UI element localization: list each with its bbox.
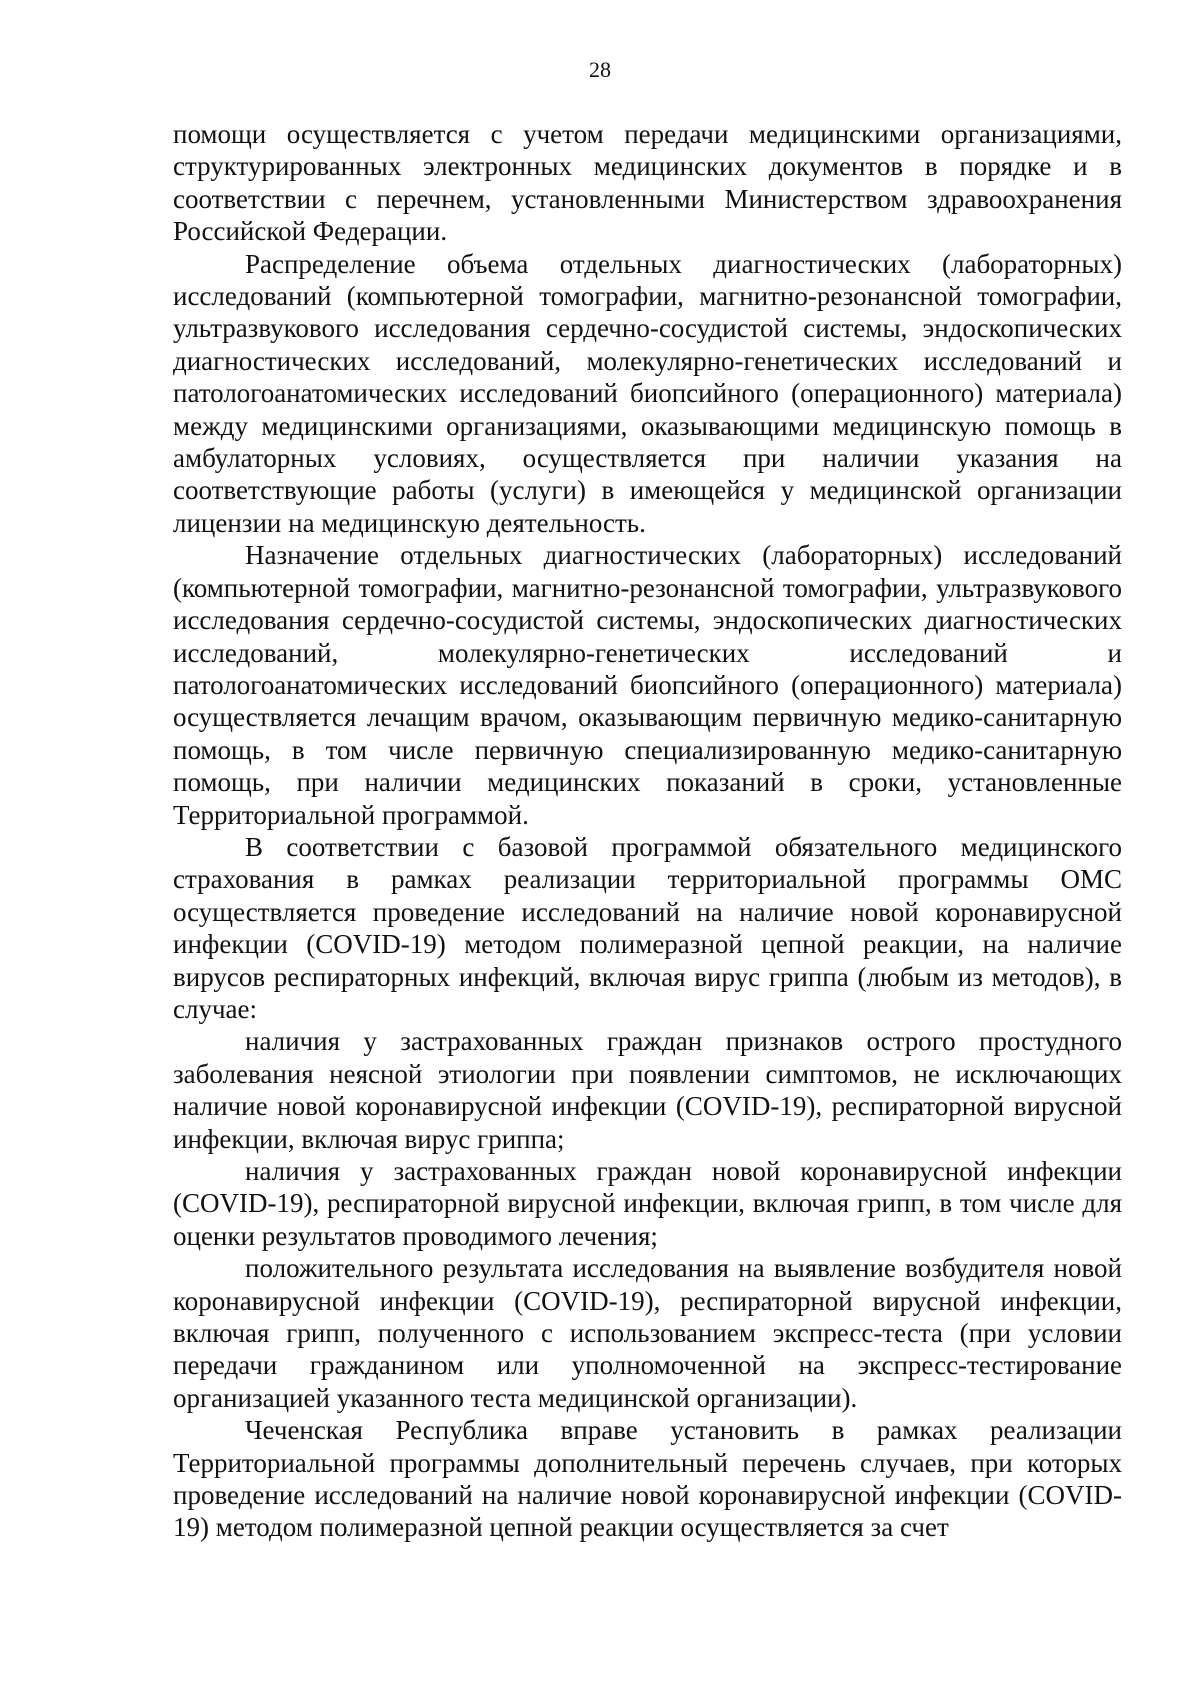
paragraph-7: положительного результата исследования на выявление возбудителя новой коронавирусной инфекции (COVID-19), респираторной вирусной инфекции, включая грипп, полученного с использованием экспресс-теста (при условии передачи гражданином или уполномоченной на экспресс-тестирование организацией указанного теста медицинской организации). bbox=[173, 1253, 1122, 1413]
paragraph-2: Распределение объема отдельных диагностических (лабораторных) исследований (компьютерной томографии, магнитно-резонансной томографии, ультразвукового исследования сердечно-сосудистой системы, эндоскопических диагностических исследований, молекулярно-генетических исследований и патологоанатомических исследований биопсийного (операционного) материала) между медицинскими организациями, оказывающими медицинскую помощь в амбулаторных условиях, осуществляется при наличии указания на соответствующие работы (услуги) в имеющейся у медицинской организации лицензии на медицинскую деятельность. bbox=[173, 248, 1122, 538]
paragraph-8: Чеченская Республика вправе установить в рамках реализации Территориальной программы дополнительный перечень случаев, при которых проведение исследований на наличие новой коронавирусной инфекции (COVID-19) методом полимеразной цепной реакции осуществляется за счет bbox=[173, 1415, 1122, 1543]
paragraph-1: помощи осуществляется с учетом передачи медицинскими организациями, структурированных электронных медицинских документов в порядке и в соответствии с перечнем, установленными Министерством здравоохранения Российской Федерации. bbox=[173, 119, 1122, 247]
paragraph-4: В соответствии с базовой программой обязательного медицинского страхования в рамках реализации территориальной программы ОМС осуществляется проведение исследований на наличие новой коронавирусной инфекции (COVID-19) методом полимеразной цепной реакции, на наличие вирусов респираторных инфекций, включая вирус гриппа (любым из методов), в случае: bbox=[173, 831, 1122, 1024]
paragraph-3: Назначение отдельных диагностических (лабораторных) исследований (компьютерной томографии, магнитно-резонансной томографии, ультразвукового исследования сердечно-сосудистой системы, эндоскопических диагностических исследований, молекулярно-генетических исследований и патологоанатомических исследований биопсийного (операционного) материала) осуществляется лечащим врачом, оказывающим первичную медико-санитарную помощь, в том числе первичную специализированную медико-санитарную помощь, при наличии медицинских показаний в сроки, установленные Территориальной программой. bbox=[173, 540, 1122, 830]
paragraph-6: наличия у застрахованных граждан новой коронавирусной инфекции (COVID-19), респираторной вирусной инфекции, включая грипп, в том числе для оценки результатов проводимого лечения; bbox=[173, 1156, 1122, 1251]
page-number: 28 bbox=[589, 57, 611, 82]
paragraph-5: наличия у застрахованных граждан признаков острого простудного заболевания неясной этиологии при появлении симптомов, не исключающих наличие новой коронавирусной инфекции (COVID-19), респираторной вирусной инфекции, включая вирус гриппа; bbox=[173, 1026, 1122, 1154]
document-body bbox=[173, 118, 1122, 1544]
